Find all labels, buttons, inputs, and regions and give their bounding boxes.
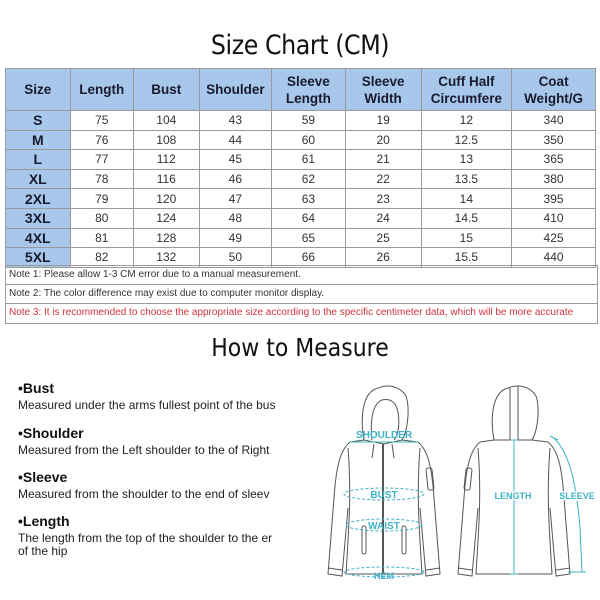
length-cell: 82 bbox=[70, 248, 133, 268]
notes-box bbox=[5, 265, 598, 324]
sleeve-width-cell: 22 bbox=[345, 169, 421, 189]
cuff-cell: 15 bbox=[421, 228, 512, 248]
length-cell: 76 bbox=[70, 130, 133, 150]
length-cell: 77 bbox=[70, 150, 133, 170]
header-bust bbox=[133, 69, 199, 111]
cuff-cell: 13 bbox=[421, 150, 512, 170]
shoulder-cell: 43 bbox=[199, 111, 271, 131]
header-text: Width bbox=[364, 90, 402, 106]
shoulder-cell: 46 bbox=[199, 169, 271, 189]
sleeve-length-cell: 65 bbox=[272, 228, 346, 248]
bust-cell: 116 bbox=[133, 169, 199, 189]
header-coat-weight bbox=[512, 69, 596, 111]
weight-cell: 425 bbox=[512, 228, 596, 248]
cuff-cell: 13.5 bbox=[421, 169, 512, 189]
how-to-measure-title: How to Measure bbox=[211, 333, 389, 362]
measure-desc: Measured under the arms fullest point of the bus bbox=[18, 398, 276, 412]
length-cell: 80 bbox=[70, 208, 133, 228]
header-text: Weight/G bbox=[524, 90, 584, 106]
weight-cell: 410 bbox=[512, 208, 596, 228]
sleeve-length-cell: 60 bbox=[272, 130, 346, 150]
sleeve-label: SLEEVE bbox=[559, 491, 595, 501]
shoulder-cell: 45 bbox=[199, 150, 271, 170]
length-cell: 81 bbox=[70, 228, 133, 248]
hem-label: HEM bbox=[374, 571, 394, 581]
header-text: Length bbox=[285, 90, 331, 106]
measure-desc: Measured from the shoulder to the end of sleev bbox=[18, 487, 270, 501]
sleeve-width-cell: 21 bbox=[345, 150, 421, 170]
bust-cell: 120 bbox=[133, 189, 199, 209]
size-chart-title: Size Chart (CM) bbox=[210, 30, 390, 61]
shoulder-cell: 47 bbox=[199, 189, 271, 209]
sleeve-length-cell: 61 bbox=[272, 150, 346, 170]
measure-desc-2: of the hip bbox=[18, 544, 68, 558]
length-cell: 75 bbox=[70, 111, 133, 131]
size-cell: M bbox=[6, 130, 71, 150]
table-row bbox=[6, 228, 596, 248]
cuff-cell: 14 bbox=[421, 189, 512, 209]
table-row bbox=[6, 111, 596, 131]
shoulder-cell: 44 bbox=[199, 130, 271, 150]
measure-item-shoulder bbox=[18, 425, 320, 457]
table-row bbox=[6, 150, 596, 170]
sleeve-length-cell: 59 bbox=[272, 111, 346, 131]
shoulder-cell: 48 bbox=[199, 208, 271, 228]
sleeve-width-cell: 25 bbox=[345, 228, 421, 248]
jacket-back-figure bbox=[452, 378, 600, 583]
size-cell: 4XL bbox=[6, 228, 71, 248]
size-cell: L bbox=[6, 150, 71, 170]
note-2: Note 2: The color difference may exist due to computer monitor display. bbox=[6, 284, 597, 303]
sleeve-width-cell: 23 bbox=[345, 189, 421, 209]
sleeve-length-cell: 62 bbox=[272, 169, 346, 189]
measure-label: •Sleeve bbox=[18, 469, 68, 485]
sleeve-length-cell: 64 bbox=[272, 208, 346, 228]
header-cuff-half-circumference bbox=[421, 69, 512, 111]
sleeve-width-cell: 26 bbox=[345, 248, 421, 268]
measure-desc: The length from the top of the shoulder to the er bbox=[18, 531, 273, 545]
header-text: Cuff Half bbox=[438, 73, 495, 89]
header-text: Sleeve bbox=[361, 73, 405, 89]
weight-cell: 365 bbox=[512, 150, 596, 170]
size-cell: XL bbox=[6, 169, 71, 189]
cuff-cell: 15.5 bbox=[421, 248, 512, 268]
sleeve-width-cell: 19 bbox=[345, 111, 421, 131]
header-text: Coat bbox=[538, 73, 569, 89]
bust-cell: 124 bbox=[133, 208, 199, 228]
cuff-cell: 12 bbox=[421, 111, 512, 131]
size-cell: 5XL bbox=[6, 248, 71, 268]
weight-cell: 380 bbox=[512, 169, 596, 189]
size-cell: S bbox=[6, 111, 71, 131]
bust-cell: 132 bbox=[133, 248, 199, 268]
size-chart-table bbox=[5, 68, 596, 268]
length-cell: 79 bbox=[70, 189, 133, 209]
weight-cell: 340 bbox=[512, 111, 596, 131]
header-text: Length bbox=[79, 82, 125, 97]
header-sleeve-width bbox=[345, 69, 421, 111]
sleeve-width-cell: 20 bbox=[345, 130, 421, 150]
jacket-front-figure bbox=[322, 378, 472, 583]
measure-label: •Bust bbox=[18, 380, 55, 396]
shoulder-cell: 49 bbox=[199, 228, 271, 248]
bust-cell: 104 bbox=[133, 111, 199, 131]
table-row bbox=[6, 189, 596, 209]
weight-cell: 395 bbox=[512, 189, 596, 209]
header-text: Sleeve bbox=[286, 73, 330, 89]
measure-item-bust bbox=[18, 380, 320, 412]
header-sleeve-length bbox=[272, 69, 346, 111]
bust-cell: 128 bbox=[133, 228, 199, 248]
shoulder-cell: 50 bbox=[199, 248, 271, 268]
size-cell: 2XL bbox=[6, 189, 71, 209]
sleeve-length-cell: 66 bbox=[272, 248, 346, 268]
size-cell: 3XL bbox=[6, 208, 71, 228]
header-text: Shoulder bbox=[206, 82, 265, 97]
sleeve-width-cell: 24 bbox=[345, 208, 421, 228]
table-row bbox=[6, 130, 596, 150]
cuff-cell: 14.5 bbox=[421, 208, 512, 228]
weight-cell: 440 bbox=[512, 248, 596, 268]
measure-desc: Measured from the Left shoulder to the of Right bbox=[18, 443, 270, 457]
shoulder-label: SHOULDER bbox=[355, 430, 413, 441]
table-header-row bbox=[6, 69, 596, 111]
sleeve-length-cell: 63 bbox=[272, 189, 346, 209]
table-row bbox=[6, 208, 596, 228]
note-1: Note 1: Please allow 1-3 CM error due to a manual measurement. bbox=[6, 265, 597, 284]
table-row bbox=[6, 169, 596, 189]
bust-cell: 112 bbox=[133, 150, 199, 170]
header-length bbox=[70, 69, 133, 111]
measure-label: •Shoulder bbox=[18, 425, 84, 441]
length-label: LENGTH bbox=[494, 491, 532, 501]
measure-label: •Length bbox=[18, 513, 70, 529]
bust-cell: 108 bbox=[133, 130, 199, 150]
header-text: Circumfere bbox=[430, 90, 502, 106]
measure-item-length bbox=[18, 513, 320, 558]
cuff-cell: 12.5 bbox=[421, 130, 512, 150]
header-size bbox=[6, 69, 71, 111]
weight-cell: 350 bbox=[512, 130, 596, 150]
measure-item-sleeve bbox=[18, 469, 320, 501]
length-cell: 78 bbox=[70, 169, 133, 189]
header-text: Bust bbox=[151, 82, 182, 97]
note-3: Note 3: It is recommended to choose the appropriate size according to the specific centimeter data, which will be more accurate bbox=[6, 303, 597, 323]
header-text: Size bbox=[24, 82, 52, 97]
bust-label: BUST bbox=[370, 490, 398, 501]
header-shoulder bbox=[199, 69, 271, 111]
waist-label: WAIST bbox=[368, 521, 400, 532]
